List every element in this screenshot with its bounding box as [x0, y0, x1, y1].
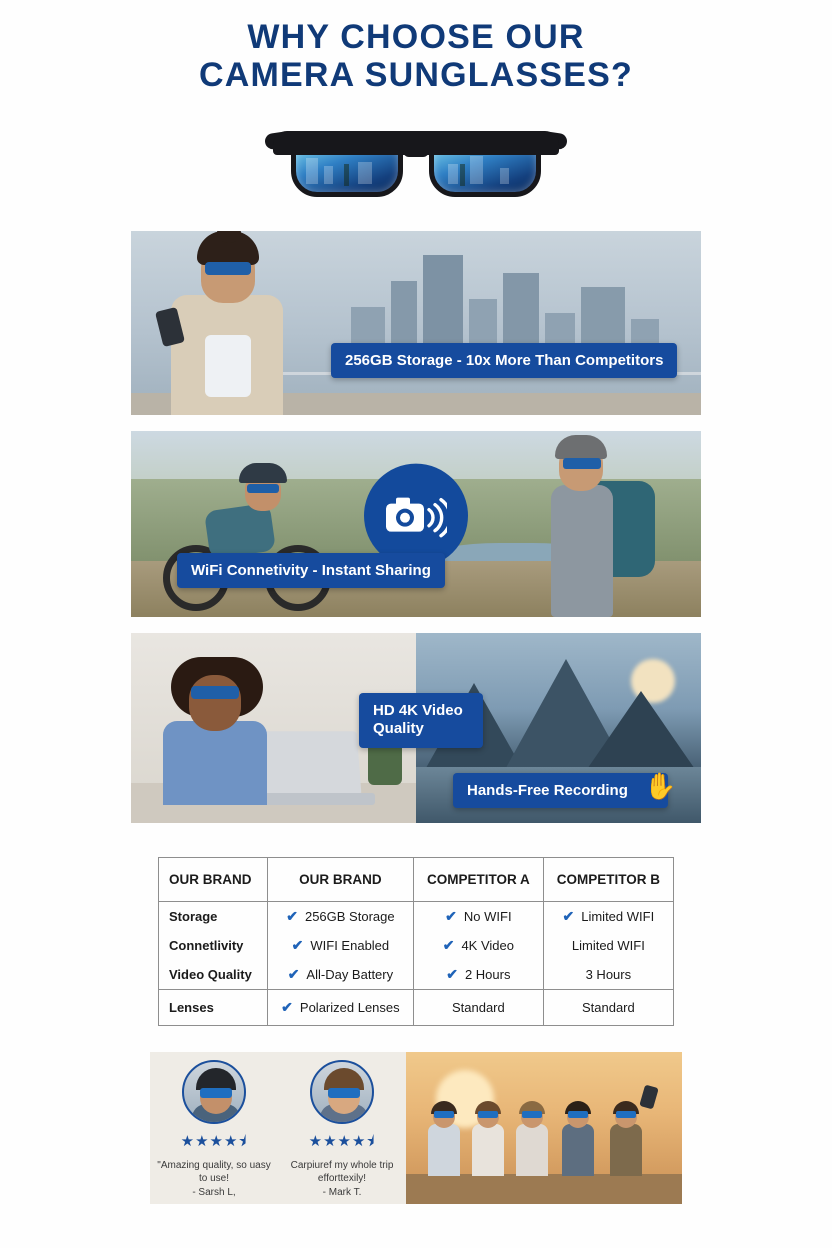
cell-competitor-b — [543, 960, 673, 990]
row-label: Connetlivity — [159, 931, 268, 960]
table-header-0: OUR BRAND — [159, 858, 268, 902]
table-header-row — [159, 858, 674, 902]
table-header-2: COMPETITOR A — [414, 858, 544, 902]
table-header-1: OUR BRAND — [267, 858, 413, 902]
cell-competitor-a — [414, 960, 544, 990]
cell-competitor-a — [414, 990, 544, 1026]
row-label: Storage — [159, 902, 268, 932]
page-title-line2: CAMERA SUNGLASSES? — [198, 56, 634, 95]
sunglasses-graphic — [273, 117, 559, 213]
check-icon: ✔ — [291, 937, 304, 954]
cyclist — [161, 461, 361, 611]
testimonials-section — [150, 1052, 682, 1204]
wifi-caption: WiFi Connetivity - Instant Sharing — [177, 553, 445, 588]
check-icon: ✔ — [562, 908, 575, 925]
cell-text: 2 Hours — [464, 967, 511, 983]
check-icon: ✔ — [287, 966, 300, 983]
cell-text: 3 Hours — [585, 967, 632, 983]
rating-stars: ★★★★⯨ — [308, 1133, 376, 1151]
testimonial-quote: "Amazing quality, so uasy to use! — [157, 1160, 271, 1184]
cell-competitor-b — [543, 902, 673, 932]
woman-at-laptop — [155, 655, 285, 805]
cell-competitor-b — [543, 931, 673, 960]
page-title — [0, 0, 832, 94]
video-quality-caption: HD 4K Video Quality — [359, 693, 483, 748]
row-label: Lenses — [159, 990, 268, 1026]
table-row — [159, 990, 674, 1026]
check-icon: ✔ — [281, 999, 293, 1016]
raised-hand-icon: ✋ — [644, 771, 677, 802]
table-row — [159, 902, 674, 932]
storage-banner-photo — [131, 231, 701, 415]
cell-text: Limited WIFI — [571, 938, 645, 954]
testimonial-card — [150, 1052, 278, 1204]
testimonial-author: - Mark T. — [322, 1187, 362, 1199]
hiker-with-backpack — [515, 439, 665, 617]
video-banner — [131, 633, 701, 823]
testimonial-cards — [150, 1052, 406, 1204]
page-title-line1: WHY CHOOSE OUR — [247, 18, 585, 56]
comparison-table — [158, 857, 674, 1026]
cell-our-brand — [267, 931, 413, 960]
testimonial-quote: Carpiuref my whole trip efforttexily! — [290, 1160, 394, 1184]
storage-banner — [131, 231, 701, 415]
cell-competitor-b — [543, 990, 673, 1026]
check-icon: ✔ — [446, 966, 458, 983]
check-icon: ✔ — [286, 908, 298, 925]
avatar — [310, 1060, 374, 1124]
cell-text: Polarized Lenses — [299, 1000, 400, 1016]
table-row — [159, 960, 674, 990]
hero-product-image — [0, 112, 832, 217]
check-icon: ✔ — [445, 908, 457, 925]
cell-text: 256GB Storage — [304, 909, 395, 925]
avatar — [182, 1060, 246, 1124]
frame-bridge — [403, 145, 429, 157]
wifi-banner — [131, 431, 701, 617]
testimonial-author: - Sarsh L, — [192, 1187, 236, 1199]
cell-our-brand — [267, 960, 413, 990]
cell-text: No WIFI — [463, 909, 512, 925]
cell-our-brand — [267, 990, 413, 1026]
cell-competitor-a — [414, 931, 544, 960]
cell-text: Limited WIFI — [581, 909, 655, 925]
cell-text: Standard — [581, 1000, 635, 1016]
person-with-phone — [153, 240, 303, 415]
rating-stars: ★★★★⯨ — [180, 1133, 248, 1151]
hands-free-caption: Hands-Free Recording — [453, 773, 668, 808]
testimonial-card — [278, 1052, 406, 1204]
cell-competitor-a — [414, 902, 544, 932]
row-label: Video Quality — [159, 960, 268, 990]
cell-text: 4K Video — [461, 938, 514, 954]
table-header-3: COMPETITOR B — [543, 858, 673, 902]
selfie-phone — [639, 1085, 659, 1110]
table-row — [159, 931, 674, 960]
cell-text: Standard — [451, 1000, 505, 1016]
cell-text: WIFI Enabled — [310, 938, 390, 954]
check-icon: ✔ — [442, 937, 455, 954]
cell-text: All-Day Battery — [306, 967, 394, 983]
friends-selfie-photo — [406, 1052, 682, 1204]
cell-our-brand — [267, 902, 413, 932]
storage-caption: 256GB Storage - 10x More Than Competitors — [331, 343, 677, 378]
